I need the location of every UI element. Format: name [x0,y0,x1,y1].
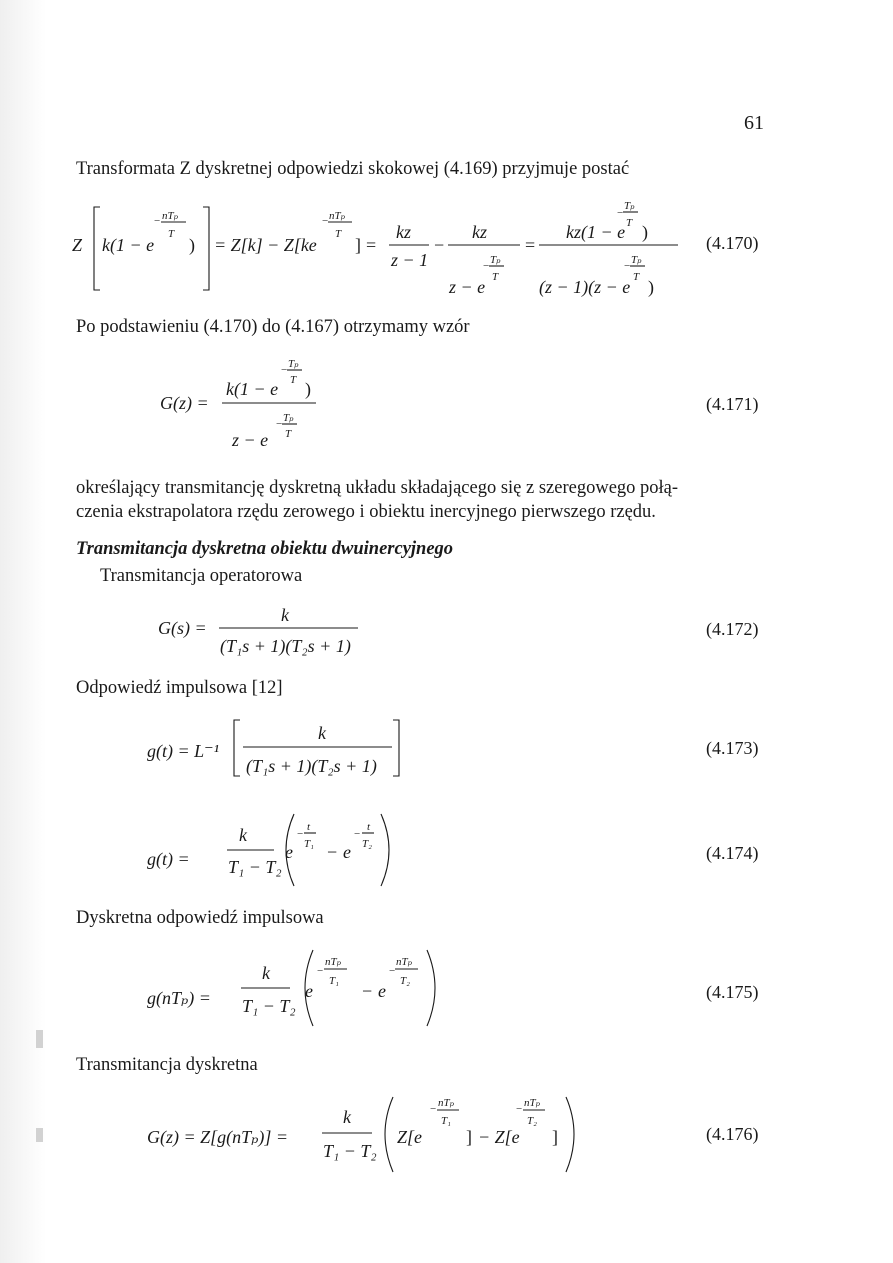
equation-number: (4.175) [706,982,759,1002]
exponent-denominator: T₂ [527,1115,537,1127]
exponent-minus: − [276,418,283,430]
fraction-numerator: k [281,605,289,625]
exponent-numerator: Tₚ [631,254,642,266]
exponent-minus: − [483,260,490,272]
equation-4-174 [147,814,389,886]
exponent-denominator: T₂ [362,838,372,850]
fraction-denominator: z − e [449,277,486,297]
discrete-impulse-label: Dyskretna odpowiedź impulsowa [76,908,324,928]
equation-4-171 [160,358,316,450]
exp-base: e [305,981,313,1001]
exponent-denominator: T [492,271,499,283]
fraction-denominator: T₁ − T₂ [228,857,282,877]
fraction-denominator: T₁ − T₂ [242,996,296,1016]
formula-text: ) [189,235,195,255]
exponent-numerator: nTₚ [162,210,179,222]
formula-text: Z[e [397,1127,423,1147]
discrete-transfer-label: Transmitancja dyskretna [76,1055,258,1075]
exponent-minus: − [624,260,631,272]
exponent-denominator: T [335,228,342,240]
equation-number: (4.176) [706,1124,759,1144]
formula-lhs: g(t) = L⁻¹ [147,741,220,761]
equation-4-173 [147,720,399,777]
exponent-minus: − [354,828,361,840]
exponent-minus: − [617,207,624,219]
fraction-numerator: kz [472,222,487,242]
fraction-numerator: k [239,825,247,845]
exponent-numerator: t [367,821,371,833]
exp-base: e [285,842,293,862]
substitution-paragraph: Po podstawieniu (4.170) do (4.167) otrzymamy wzór [76,317,470,337]
formula-text: ) [648,277,654,297]
right-bracket [203,207,209,290]
formula-lhs: G(z) = [160,393,209,413]
exponent-numerator: nTₚ [524,1097,541,1109]
operator-transfer-label: Transmitancja operatorowa [100,566,303,586]
exponent-numerator: Tₚ [624,200,635,212]
exponent-numerator: nTₚ [396,956,413,968]
exponent-denominator: T₁ [304,838,314,850]
formula-text: ] [355,235,361,255]
equation-number: (4.170) [706,233,759,253]
fraction-numerator: k(1 − e [226,379,279,399]
fraction-numerator: kz(1 − e [566,222,626,242]
fraction-denominator: z − e [232,430,269,450]
exponent-denominator: T [285,428,292,440]
exponent-denominator: T₁ [329,975,339,987]
description-line-1: określający transmitancję dyskretną układu składającego się z szeregowego połą- [76,478,679,498]
equation-4-175 [147,950,435,1026]
left-paren [385,1097,393,1172]
impulse-response-label: Odpowiedź impulsowa [12] [76,678,283,698]
equation-4-170 [72,200,678,298]
exponent-minus: − [322,215,329,227]
formula-text: = Z[k] − Z[ke [214,235,317,255]
fraction-denominator: z − 1 [391,250,429,270]
formula-text: ] [552,1127,558,1147]
section-heading: Transmitancja dyskretna obiektu dwuinercyjnego [76,539,454,559]
fraction-denominator: T₁ − T₂ [323,1141,377,1161]
exp-base: e [343,842,351,862]
minus-sign: − [362,981,373,1001]
fraction-numerator: kz [396,222,411,242]
formula-text: ) [642,222,648,242]
equation-number: (4.171) [706,394,759,414]
right-bracket [393,720,399,776]
equation-4-176 [147,1097,574,1172]
exp-base: e [378,981,386,1001]
formula-text: k(1 − e [102,235,155,255]
equation-number: (4.172) [706,619,759,639]
left-bracket [94,207,100,290]
fraction-denominator: (T₁s + 1)(T₂s + 1) [246,756,377,776]
fraction-numerator: k [318,723,326,743]
equals-sign: = [366,235,377,255]
formula-lhs: g(t) = [147,849,190,869]
exponent-numerator: nTₚ [329,210,346,222]
formula-lhs: G(z) = Z[g(nTₚ)] = [147,1127,289,1147]
exponent-numerator: Tₚ [283,412,294,424]
formula-text: ] [466,1127,472,1147]
exponent-numerator: nTₚ [438,1097,455,1109]
exponent-minus: − [430,1103,437,1115]
exponent-denominator: T [633,271,640,283]
equation-4-172 [158,605,358,657]
left-bracket [234,720,240,776]
exponent-denominator: T₁ [441,1115,451,1127]
equation-number: (4.173) [706,738,759,758]
fraction-numerator: k [262,963,270,983]
formula-lhs: g(nTₚ) = [147,988,211,1008]
right-paren [427,950,435,1026]
formula-text: ) [305,379,311,399]
exponent-minus: − [281,364,288,376]
fraction-denominator: (T₁s + 1)(T₂s + 1) [220,636,351,656]
exponent-minus: − [389,965,396,977]
right-paren [381,814,389,886]
exponent-minus: − [297,828,304,840]
exponent-numerator: Tₚ [288,358,299,370]
equals-sign: = [525,235,536,255]
description-line-2: czenia ekstrapolatora rzędu zerowego i obiektu inercyjnego pierwszego rzędu. [76,502,656,522]
exponent-denominator: T [168,228,175,240]
fraction-denominator: (z − 1)(z − e [539,277,631,297]
exponent-numerator: t [307,821,311,833]
exponent-numerator: Tₚ [490,254,501,266]
z-operator: Z [72,235,83,255]
exponent-denominator: T [290,374,297,386]
exponent-numerator: nTₚ [325,956,342,968]
minus-sign: − [327,842,338,862]
exponent-minus: − [154,215,161,227]
formula-text: − Z[e [478,1127,520,1147]
exponent-denominator: T [626,217,633,229]
right-paren [566,1097,574,1172]
equation-number: (4.174) [706,843,759,863]
intro-paragraph: Transformata Z dyskretnej odpowiedzi skokowej (4.169) przyjmuje postać [76,159,630,179]
formula-lhs: G(s) = [158,618,207,638]
page-number: 61 [744,112,764,134]
exponent-minus: − [516,1103,523,1115]
fraction-numerator: k [343,1107,351,1127]
minus-sign: − [434,235,445,255]
exponent-denominator: T₂ [400,975,410,987]
exponent-minus: − [317,965,324,977]
